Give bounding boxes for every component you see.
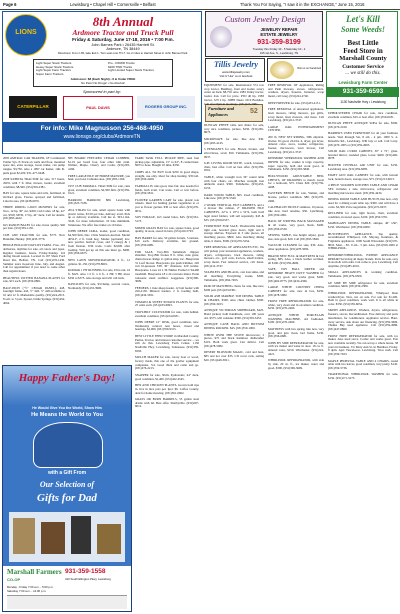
classified-ad: RECLINER for sale, light brown, chair, excellent condition, in stored space, $100. (931)359-5701. (328, 211, 398, 219)
fathers-line-5: Gifts for Dad (37, 492, 97, 504)
classified-ad: BEAUTIFUL POTTED BANANA PLANTS for sale, $15 each. (931)359-6801. (3, 275, 65, 284)
classified-ad: DEEP FREEZER for sale. (931)433-4131. (268, 100, 321, 105)
classified-ad: BEST LITTLE FEED STORE in Marshall County. Purina, Tractor, and interest customer service ... we still do this. Lewisburg Farm Center, 1130 Nashville Hwy. Lewisburg, Tennessee. (931)359-6593. (135, 333, 199, 353)
show-info-banner (3, 122, 201, 142)
classified-ad: JOHN BY SIDE REFRIGERATOR for sale, with ice maker and water in door. 18 cu. ft. almond color, $150. Winchester. (931)224-4421. (268, 340, 324, 356)
classified-ad: DARK WOOD TABLE, $65. Used condition, Like new. (931)379-5340. (204, 192, 264, 201)
classified-ad: HEDGE HOLLOW DAYLILY FARM - Free, 101 deliveries, daylilies for sale, all colors and types. Regular business, hours, Friday-Sunday, 9-6 during bloom season. Located in 167 Shaw Ford Road Rd., Belfast, TN. Call (931)276-1436. Summer tours in-person June, July, and August. Call for appointment if you need to come other than regular hours. (3, 243, 65, 274)
weeds-phone: 931-359-6593 (327, 87, 399, 97)
classified-ad: DESERT BLOSSOM MAGIC, cold and heat, $85 and not over $35. CD cover rack, setting $20. (931)449-3021. (204, 350, 264, 362)
product-image (13, 518, 35, 554)
weeds-line-7: ... we still do this. (345, 71, 381, 76)
classified-ad: EASTERN BENCH for sale, Walnut, and bronze, perfect condition. $80. (931)276-2460. (268, 191, 324, 203)
classified-ad: CUB 1200 TRACTOR for sale, $775. New Brundtin, Henley. (931)433-3776. (3, 232, 65, 241)
classified-ad: MIXED GRASS HAY for sale, square bales, good quality, in store, stored in barn. (931)410-5793. (135, 225, 199, 234)
weeds-address: 1130 Nashville Hwy • Lewisburg (340, 100, 386, 104)
classified-ad: FURNITURE FOR SALE, Thomasville hutch, light oak, beveled glass doors, light and 6 storage shelves. Exposed in 3 side pieces, all matching pieces, $800. Also matching dining table, 6 chairs, $500. (931)276-3254. (204, 224, 264, 243)
class-item: Pro - FWWD Trucks (108, 61, 135, 65)
classified-ad: SOLID ASH MARBLE TOP DINING TABLE & CHAIRS, $500. Also china cabinet, $500. (931)359-3453. (204, 294, 264, 306)
classified-ad: 6-PC LIVING ROOM SUITE, couch, loveseat, chair, best offer. Call on best offer. (931)359-0501. (204, 161, 264, 173)
classified-ad: HEN AND CHICKEN PLANTS, Grown both ripe in. live in nice pots per. Ipol. $6. Coffee County, dont for home mowing. (931)361-6062. (135, 383, 199, 395)
classified-ad: FOR SALE, Troy-Bilt Tomahawk chipper shredder. Troy-Bilt bronze 8 ft. tiller, runs great, chain mower. Ridge 11 gallon shop vac. Husqvarna 31 Leaf blower. Husqvarna gas push trimmer, 220 volt hi-pressure STP. 30" chainsaw. 220 welder. Husqvarna. Lowe 22 x 36 Timber Frame's CTA400 treadmill. Husqvarna 18 x 24 concrete mixer. Eurie rotisserie stand outfitter. Gaggenau. (931)300-3009. (135, 249, 199, 284)
classified-ad: FROST FREE REFRIGERATOR for sale, white, very clean and in excellent condition. $250. (931)276-2460. (268, 299, 324, 311)
classified-column-4-top (204, 83, 264, 106)
jewelry-address: 315 1st Ave. S., Lewisburg, TN (259, 51, 299, 55)
classified-ad: MAHOGANY DINING TABLE, antique, 40" x36", $150. Winchester. (931)359-6000. (328, 221, 398, 230)
weeds-line-3: Best Little (347, 39, 379, 47)
tillis-ad (205, 58, 265, 82)
classified-ad: KENMORE WHIRLPOOL WASHER AND DRYER for sale, washer is large capacity, super capacity, both and work good, in Tullahoma. $150. (931)393-5840. (268, 156, 324, 172)
classified-column-1 (3, 157, 65, 362)
classified-ad: FREE REMOVAL OF APPLIANCES ETC. We will pickup your unwanted appliances, washers, dryers, refrigerators, lawn mowers, riding mowers, etc., golf carts, tractors, small trailers, scrap metal, Fast removal service, call Jason. (931)212-3747. (204, 245, 264, 268)
show-info: For info: Mike Magnusson 256-468-4950 (40, 125, 164, 132)
sponsor-cat-logo: CATERPILLAR (9, 96, 57, 118)
coop-address: 410 South Ellington Pkwy, Lewisburg (65, 577, 111, 581)
classified-ad: FEEDERS, 1 hole sheep feeder. 12 bolt feeder with 220-2130. Mineral feeders. 2 ft. feeding bulb, (931)434-5651. (135, 285, 199, 298)
classified-ad: WHITE OVER THE STOVE microwave; 2 pieces, $75 and black Kenmore dishwasher $119. Both work great. Can deliver. Call (931)478-5082. (204, 332, 264, 348)
classified-ad: SNAPPER for sale, 30cm, hydrostatic, 44" deck, good condition, $1,400. (931)422-4545. (135, 372, 199, 381)
jewelry-line-1: JEWELRY REPAIR (260, 27, 298, 32)
classified-ad: CALPHALON TRI PLY stainless, 10 pieces, like new, hard anodize, $50. Lynchburg. (931)359-2901. (268, 205, 324, 217)
show-classes (33, 59, 173, 87)
class-list-left (36, 62, 73, 76)
classified-ad: 5 PENDANTS for sale. Brown, bronze, and silver/brass, avail. $50. Tullahoma. (931)359-9937. (204, 147, 264, 159)
classified-ad: WHIRLPOOL REFRIGERATOR, Whirlpool Duet washer/dryer. New, not on sale. For sale for $1,200. Both in good condition, work well. It is all white in color. $350. (931)359-6034. (328, 290, 398, 306)
classified-ad: HALF-INCH ("½" CEDAR PANEL), 4x8, fourdigit frame, 4x6, ½" 4x8, ½" 4x8 available to 10 and 12 ft. Marketable quality. (931)224-2013. 8 a.m. to 3 p.m. Sprout, bridle Springs. (931)434-4064. (3, 285, 65, 305)
classified-ad: EQUIPMENT for sale. International 574 row crop tractor, Bushhog, front end loader, rotary cutter on back. $8,750. Also 1983 Valley tractor, loader. 4x4. Call for price. PTO 40 hp, 1983 tractor, S/N 2 hp. JOHN Deere 1010 Backhoe. Call after 8pm in mornings. (931)225-7081. (204, 83, 264, 106)
classified-ad: 250P KUBOTA TRACTOR for sale, 517 hours, 4WD, with 7 ft. tiller, mower, loader, excellent condition, $8,500. (931)359-2381. (3, 177, 65, 189)
weeds-line-2: Some Weeds! (341, 25, 385, 34)
family-illustration (33, 422, 103, 468)
classified-ad: FARMALL H, runs good, tires fair, also needed for fields, both avail. Can trade. Call or text before. (931)359-5811. (135, 183, 199, 196)
weeds-line-1: Let's Kill (346, 14, 380, 24)
weeds-ad (326, 11, 398, 109)
show-directions: Directions: From I-65, take Exit 1. Turn east onto TN-7. Go 2 miles to Harriett Street in John Barnes Park. (57, 51, 189, 55)
classified-ad: 6x5 RANCH BALES for sale, horse quality, $40 per bale. (931)339-1150. (3, 222, 65, 231)
classified-ad: CRIBS ALL TO BUY from $250 in good shape, straight, use only. Ideal for shop heating. $35/roll. (931)359-2409. (135, 169, 199, 182)
classified-ad: NH BOARD FEET-RED CEDAR LUMBER, $1.19 per board foot, four other trim avail. Walnut, Maple, Cherry and Cedar, (931)293-4166. (68, 156, 130, 172)
classified-ad: MAPLE PEDESTAL TABLE AND 4 CHAIRS, round table with two leaves, good condition, very pretty. $145. (931)359-5736. (328, 358, 398, 370)
classified-ad: ANTIQUE VICTORIAN SIDEBOARD, $425. Hand picked, both handmade, over 100 years old. $575, will consider. $500. (931)359-3453. (204, 308, 264, 320)
fathers-line-3: with a Gift From (47, 470, 87, 476)
classified-ad: VACUUM CLEANER for sale, $30. Also, other appliances. (931)478-5082. (268, 243, 324, 252)
weeds-line-5: Marshall County (339, 55, 387, 62)
header-tagline: Thank You For Saying, "I saw it in the EXCHANGE," June 15, 2016 (240, 2, 365, 7)
sponsor-paul-logo: PAUL DAVIS (63, 96, 133, 120)
classified-ad: LARGE WHITE COUNTRY CHINA CABINET for sale, new in box, $250. (931)478-5082. (268, 285, 324, 297)
furniture-title-2: Appliances (208, 112, 229, 117)
classified-ad: KENMORE/WHIRLPOOL. EXPERT APPLIANCE REPAIR! Servicing all major brands. Parts for sale, easy in stock & will order. Can come to you, Lewisburg. Call Anytime. (931)285-4010. (328, 252, 398, 268)
classified-ad: BRAND NEW FULL & MATTRESS & box spring, $85. Also, a black leather reclined. all $100. (931)359-4900. (268, 253, 324, 265)
classified-ad: LARGE OAK ENTERTAINMENT CENTER. (268, 124, 324, 133)
jewelry-ad (205, 11, 323, 57)
class-item: Light Limited Super Stock Tractors (108, 68, 154, 73)
paper-names: Lewisburg • Chapel Hill • Cornersville • Belfast (70, 2, 156, 7)
show-place-2: Ardmore, TN 38449 (106, 47, 140, 51)
classified-ad: HUTCHESON'S APPLIANCE. Top quality, reconditioned Whirlpool, GE, Maytag, Kenmore, & Frigidaire appliances. 1000 South Wisconsin. (931)570-8010. Mon. - Fri. 9 am - 5 pm. Also, (931)359-1600 at WHIRLPOOL. (328, 231, 398, 251)
tractor-pull-ad (2, 11, 202, 154)
class-item: Super Farm Tractors (36, 71, 64, 76)
classified-ad: HOLLYWOOD ADJUSTABLE BED, CHESTS, OF DRAWERS to match. Great for a bedroom, $75. Chest $20. (931)739-4208. (268, 173, 324, 189)
classified-ad: TOMATO & SWEET POTATO PLANTS for sale, 25 cents each. (931)433-6063. (135, 299, 199, 308)
jewel-icon (270, 61, 294, 79)
classified-ad: JOHN DEERE 1640A, loader, good condition, $4,500 firm, Dec. Chris Seiersen Auction. Model 4052-F, 2 ft. bush hog. Modes (optional) low. new yearbar, built-in cover, and 3 canopy & 1 from Deaton. Will trade. Cash: $2,000 after loading. Will get up on this one must go, $600. (931)556-6675. (68, 229, 130, 256)
product-image (97, 524, 121, 554)
classified-ad: 2005 AMTRAC CAR TRAILER, 18' Continental Trailer Sys. E-Track on walls and floor, mounted spare tire, extra storage, Great trailer, can pump tongue, $3,750. Also a 1997 car hauler, 14K lb. pulls great $2,200. 931-477-0448. (3, 156, 65, 175)
classified-ad: FREE REMOVAL OF Appliances, Riding and Push mowers, stoves, refrigerators, washers, dryers, freezers, batteries, scrap metal, call Greg. (931)224-2740. (268, 83, 324, 99)
classified-ad: STAINLESS AND BLACK, cast iron sinks, and all matching. Everything works, $300. Tullahoma. (931)394-7493. (204, 270, 264, 282)
classified-ad: HARROW, BARROW, $80. Lewisburg, (931)525-7186. (68, 197, 130, 206)
classified-ad: BACK OF WRITING BACK MASSAGER & all works, very good, black, $200. (931)359-0530. (268, 219, 324, 231)
classified-ad: MATTRESS with box spring, like new, very good, and gets clean, bed frame, $130. (931)356-6681. (268, 326, 324, 339)
classified-column-3 (135, 157, 199, 612)
classified-ad: 200 lb. NEW SET RIDING, 50lb eliptical. Owner. It's good, 224 ibs. it, dryer, gas dryer, almond color, stove, washer, refrigerator, freezer, microwave, lawn mower, Call Lewisburg. (931)212-3747. (268, 134, 324, 154)
classified-ad: 4 PIECE WOODEN KITCHEN TABLE AND CHAIR SET, includes a side, microwave, refrigerator and matching microwave stand. (931)359-4434. (328, 183, 398, 195)
coop-name: Marshall Farmers (7, 568, 62, 576)
classified-ad: PAIR OF MATCHING chairs for sale, like new, $200 pair. (931)433-0301. (204, 284, 264, 292)
weeds-store: Lewisburg Farm Center (338, 80, 388, 85)
weeds-line-4: Feed Store in (343, 47, 383, 55)
classified-ad: GE SIDE BY SIDE refrigerator for sale, excellent condition, $400. (931)359-2380. (328, 280, 398, 289)
classified-ad: FLOWER GARDEN CART for sale, plastic tote wheels. Ideal for hauling garden vegetables to or you to flower garden. $30 or best offer. (931)276-9031. (135, 197, 199, 213)
tillis-name: Tillis Jewelry (214, 60, 258, 69)
show-place-1: John Barnes Park • 26435 Harriett St. (91, 43, 155, 47)
show-rules: No Pets! No Drugs! • No Alcohol! (81, 81, 125, 85)
furniture-number: 52 (250, 108, 258, 115)
lions-logo-text: LIONS (15, 29, 37, 36)
classified-ad: NEW LAWN MOWER/RAVATOR, 6 ft., 12 gallons. $1,150. (931)278-8601. (68, 257, 130, 266)
show-admission: Admission: $8 (Each Night) • 6 & Under FREE (70, 77, 136, 81)
class-item: Light Super Farm Tractors (36, 68, 71, 73)
classified-ad: MULCH MAKER for sale, rotary boat or wood, factory made, this one of the gaviler equipment companies, 3/4, Good thick and come and go. (931)276-2213. (135, 355, 199, 371)
jewelry-phone: 931-359-8199 (257, 39, 301, 46)
classified-ad: HAY BARRS for sale, 50 gallon barrels, 5 nations, $10 each. Delivery available, fair ground. (931)359-6081. (135, 235, 199, 248)
classified-ad: EIGHT GUN OAK CABINET for sale, with bottom lock, bottom doors, storage area, $75. (931)213-6015. (328, 173, 398, 181)
tillis-photo (267, 58, 323, 82)
classified-ad: DUNCAN PHYFE ANTIQUE SOFA for sale, $500. (931)276-2160. (328, 121, 398, 129)
classified-ad: SOLID OAK CURIO CABINET, 30" x 72", glass. beveled mirror, rounded glass, lower. $400. (931)449-0078. (328, 149, 398, 161)
classified-ad: FROST FREE REFRIGERATOR for sale, with ice maker. Also used stove, Corder and works great. Fast new available recently. We can set up a whole house. 38 years in business. 3% Mary Ann St. in Hendiser. Friday. 9 4pm. Ajax Tuscaloosa. Lewisburg. Trice rush. Call (931)359-7023. (328, 333, 398, 357)
fathers-line-2: He Means the World to You (31, 412, 103, 418)
classified-ad: SOY FORAGE, 4x5 round bales, $45. (931)561-5173. (135, 215, 199, 224)
classified-ad: GRASS OR BURN BARRELS, 55 gallon steel drums with lid. Best offer. Shelbyville. (931)607-6012. (135, 397, 199, 409)
classified-column-6 (328, 112, 398, 612)
classified-ad: TROY-BILT CULTIVATOR for sale, walk behind, excellent condition, (931)224-0931. (135, 309, 199, 318)
classified-ad: FREE REMOVAL of unwanted appliances, lawn mowers, riding mowers, gas grills, scrap metal, lawn mowers, and more. Call Lewisburg. (931)212-3747. (268, 107, 324, 123)
classified-ad: HOOVER CENTRAL AIR UNIT for sale, $150. Lewisburg area. (931)359-6085. (328, 162, 398, 171)
classified-ad: 2 WORK VERTICAL FILE CABINETS, and a 4 drawer file cabinet, 2" DRAWER FILE CABINETS, 22"w x 18"d x 52"h, both hold legal sized folders, will sell separately, $45 & $35. (931)359-0537. (204, 202, 264, 222)
classified-ad: THREE RIDING LAWN MOWERS for sale, Toro, 12 hp, 36" cut, $450; Cub Cadet, 18 hp, 42" cut, $350; MTD, 17 hp, 42" deck, Call for details. (931)993-4422. (3, 205, 65, 221)
classified-ad: FARM TASK FULL PICKUP PIPE, steel fuel pickup pipe. adjustable, 15" to 64", 8 connections: NPT to hose. Bought 10 time. $350. (135, 156, 199, 168)
brand-logos (7, 595, 127, 609)
tillis-like: Visit us on Facebook (296, 67, 322, 70)
classified-ad: UPHOLSTERED CHAIR for sale, nice condition, excellent condition, $25 or best offer. (931)359-6181. (328, 111, 398, 119)
lions-logo (5, 14, 47, 56)
classified-ad: 1957 CUB FARMALL TRACTOR for sale, runs great, excellent condition, $2,500 firm. (931)359-0121. (68, 183, 130, 196)
classified-ad: HAY for sale, square bales and rolls, fertilized, in Orchard grass, Fescue, sprayed and fertilized, Lincoln area. (931)438-6970. (3, 191, 65, 203)
classified-ad: SEWING TABLE, has height adjust, great size, side good, $20. Call (931)393-5840. (268, 233, 324, 241)
classified-ad: FREE LARGE PILE OF HORSE MANURE, you haul, you load, Culleoka area. (931)395-1166. (68, 173, 130, 182)
ring-icon (210, 26, 232, 48)
fathers-day-title: Happy Father's Day! (18, 372, 116, 384)
classified-column-2 (68, 157, 130, 362)
sponsored-label: Sponsored in part by: (82, 89, 122, 94)
classified-ad: TABLE, white wrought iron 36" round table with four chairs, etc. Matches wrought iron umbrella stand. $300. Tullahoma. (931)433-6153. (204, 174, 264, 191)
product-photos (9, 512, 125, 562)
classified-ad: SAFE, TOY BALL DRYER and KENMORE HEAVY DUTY WASHER for sale, very good, and works great. $200. (931)402-8775. (931)434-4366. (268, 267, 324, 283)
classified-ad: TRADITIONAL WHIRLPOOL WASHER for sale, $150. (931)271-5273. (328, 372, 398, 381)
page-header (0, 0, 400, 10)
coop-sub: CO-OP (7, 577, 21, 582)
weeds-line-6: Customer Service (342, 64, 384, 70)
classified-ad: SMALL APPLIANCES in working condition. Tullahoma. (931)379-6300. (328, 270, 398, 279)
tillis-visit: Visit & "Like" us on facebook (219, 75, 253, 78)
furniture-section-header (205, 104, 263, 122)
tillis-url: www.tillisjewelry.com (222, 70, 250, 74)
classified-ad: JOHN DEERE 12" DISK, good condition, new. Wednesday contract new hoses, closed end bearings, $2,000. (931)769-9315. (135, 320, 199, 332)
page-number: Page 6 (3, 2, 17, 7)
jewelry-hours: Tuesday thru Friday 10 - 5 Saturday 10 - 2 (252, 47, 306, 51)
furniture-title-1: Furniture and (208, 106, 234, 111)
show-url: www.lionsgo.org/clubs/ArdmoreTN (63, 134, 141, 140)
jewelry-title: Custom Jewelry Design (224, 14, 306, 24)
coop-hours: Monday - Friday 7:00 a.m. - 5:00 p.m. (7, 585, 54, 589)
classified-ad: KODIAK 1 HT RUNNING for sale, Ultra run. 16 ft. $225. Also 1.5 ft. x 6 ft., 2 HP, 3 HP, more $350 to $375. Also storage and will call back. (68, 268, 130, 280)
class-item: Light Super Stock Tractors (36, 61, 72, 65)
classified-ad: DINING ROOM TABLE AND HUTCH, like new, only used for a dining room table top, $300. and will have 4 cards. $2,500. Price negotiable. (931)272-0437. (328, 197, 398, 209)
product-image (41, 522, 65, 554)
show-title-1: 8th Annual (92, 14, 154, 29)
classified-column-5 (268, 84, 324, 612)
classified-ad: DAYLILIES for sale, $3/clump, several colors, Normandy. (931)433-3990. (68, 282, 130, 290)
jewelry-line-2: ESTATE JEWELRY (260, 32, 298, 37)
classified-column-4 (204, 124, 264, 612)
classified-ad: 2014 STRAW for sale, small square bales with plastic twine, $3.50 per bale, delivery avail. Pick up or delivery available. Call me at. 393-1144-3243, for more information. 10 bale minimum. Tennessee. We offer free trailer on 10 bales. (68, 207, 130, 227)
coop-phone: 931-359-1558 (65, 568, 106, 575)
coop-footer (3, 566, 131, 611)
fathers-line-1: He Would Give You the World, Show Him (32, 406, 102, 410)
class-list-right (108, 62, 154, 73)
classified-ad: ANTIQUE CANE BACK AND BOTTOM DINING ROCKER. $45. (931)359-1000. (204, 322, 264, 330)
classified-ad: DUNCAN PHYFE table and chairs for sale, very nice condition, picture, $250. (931)265-8673. (204, 123, 264, 135)
classified-ad: SMITH APPLIANCE. Washers, dryers, refrigerators, freezers, stoves, Reconditioned. Free delivery and parts installation, for conditioners. Appliance service. Haul-away service. Ask about our financing. (931)359-3606. Thanks Buy used appliance. Call (931)359-4986. (931)447-0860. (328, 308, 398, 331)
product-image (71, 516, 91, 554)
classified-ad: HARPER'S USED FURNITURE for all your furniture needs. Wed through Sat, 8 am - 4 pm. 1000 S. 4-Kinsville Rd., Lewisburg. Will buy or sell. Call Larry. (931)270-1005 or (931)359-4993. (328, 131, 398, 147)
classified-ad: MICROWAVE for sale, like new, $30. (931)293-4145. (204, 136, 264, 145)
fathers-day-ad (2, 365, 132, 612)
show-dates: Friday & Saturday, June 17-18, 2016 • 7:00 P.m. (72, 37, 174, 42)
classified-ad: ANTIQUE WHITE PORCELAIN WASHING MACHINE, old fashioned, $100. (931)276-2460. (268, 312, 324, 325)
show-title-2: Ardmore Tractor and Truck Pull (72, 28, 174, 37)
sponsor-rogers-logo: ROGERS GROUP INC. (137, 96, 195, 118)
fathers-line-4: Our Selection of (39, 480, 95, 489)
class-item: 6200 TWD Trucks (108, 64, 132, 69)
classified-ad: WHIRLPOOL REFRIGERATOR, with side by side, 20 cu. ft., ice maker, water and good, $300. (931)369-3609. (268, 358, 324, 370)
class-item: Heavy Super Stock Tractors (36, 64, 74, 69)
coop-hours-sat: Saturday 7:00 a.m. - 12:00 p.m. (7, 589, 47, 593)
